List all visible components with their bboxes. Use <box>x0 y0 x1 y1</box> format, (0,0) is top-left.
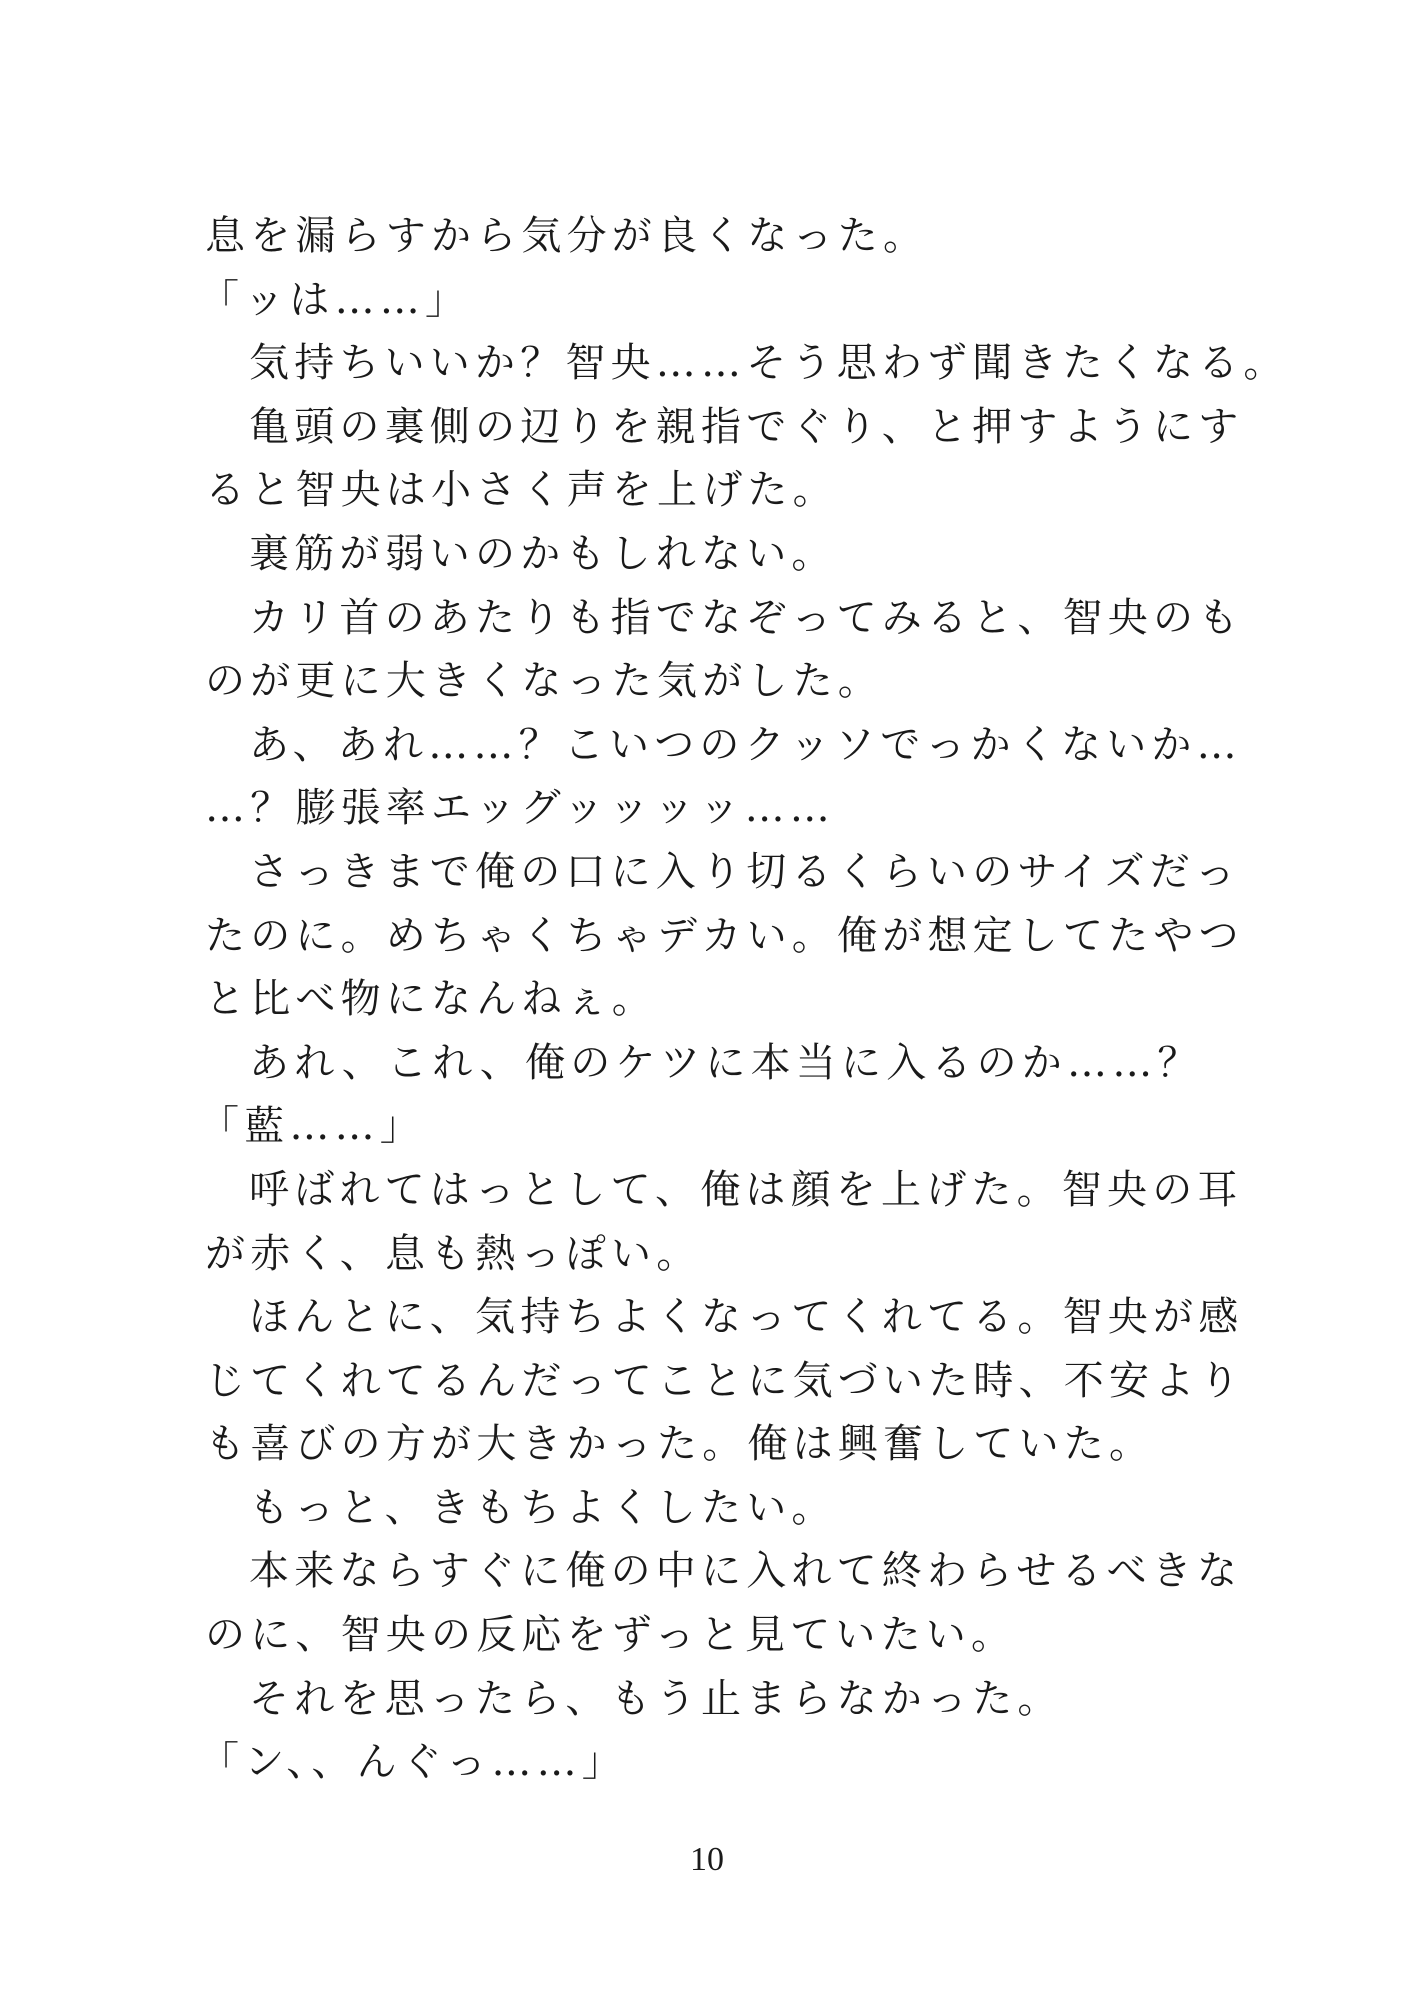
dialogue-line: 「ッは……」 <box>199 276 471 323</box>
text-line: …？膨張率エッグッッッッ…… <box>205 785 835 832</box>
page-number: 10 <box>690 1841 724 1878</box>
text-line: もっと、きもちよくしたい。 <box>249 1484 837 1531</box>
text-line: も喜びの方が大きかった。俺は興奮していた。 <box>205 1421 1155 1468</box>
dialogue-line: 「ン、、んぐっ……」 <box>199 1739 627 1786</box>
text-line: 呼ばれてはっとして、俺は顔を上げた。智央の耳 <box>249 1166 1243 1213</box>
text-line: が赤く、息も熱っぽい。 <box>205 1230 702 1277</box>
text-line: あれ、これ、俺のケツに本当に入るのか……？ <box>249 1039 1203 1086</box>
text-line: 裏筋が弱いのかもしれない。 <box>249 530 837 577</box>
dialogue-line: 「藍……」 <box>199 1103 425 1150</box>
text-line: と比べ物になんねぇ。 <box>205 976 657 1023</box>
text-line: 亀頭の裏側の辺りを親指でぐり、と押すようにす <box>249 403 1244 450</box>
text-line: 本来ならすぐに俺の中に入れて終わらせるべきな <box>249 1548 1243 1595</box>
text-line: カリ首のあたりも指でなぞってみると、智央のも <box>249 594 1244 641</box>
text-line: のに、智央の反応をずっと見ていたい。 <box>205 1612 1017 1659</box>
text-line: それを思ったら、もう止まらなかった。 <box>249 1675 1063 1722</box>
text-line: 気持ちいいか？智央……そう思わず聞きたくなる。 <box>249 340 1289 387</box>
text-line: ると智央は小さく声を上げた。 <box>205 467 838 514</box>
text-line: 息を漏らすから気分が良くなった。 <box>205 213 929 259</box>
text-line: じてくれてるんだってことに気づいた時、不安より <box>205 1357 1245 1404</box>
text-line: のが更に大きくなった気がした。 <box>205 658 883 705</box>
text-line: たのに。めちゃくちゃデカい。俺が想定してたやつ <box>205 912 1244 959</box>
text-line: あ、あれ……？こいつのクッソでっかくないか… <box>249 721 1242 768</box>
text-line: さっきまで俺の口に入り切るくらいのサイズだっ <box>249 848 1241 895</box>
body-text <box>199 205 1289 1795</box>
text-line: ほんとに、気持ちよくなってくれてる。智央が感 <box>249 1294 1244 1341</box>
